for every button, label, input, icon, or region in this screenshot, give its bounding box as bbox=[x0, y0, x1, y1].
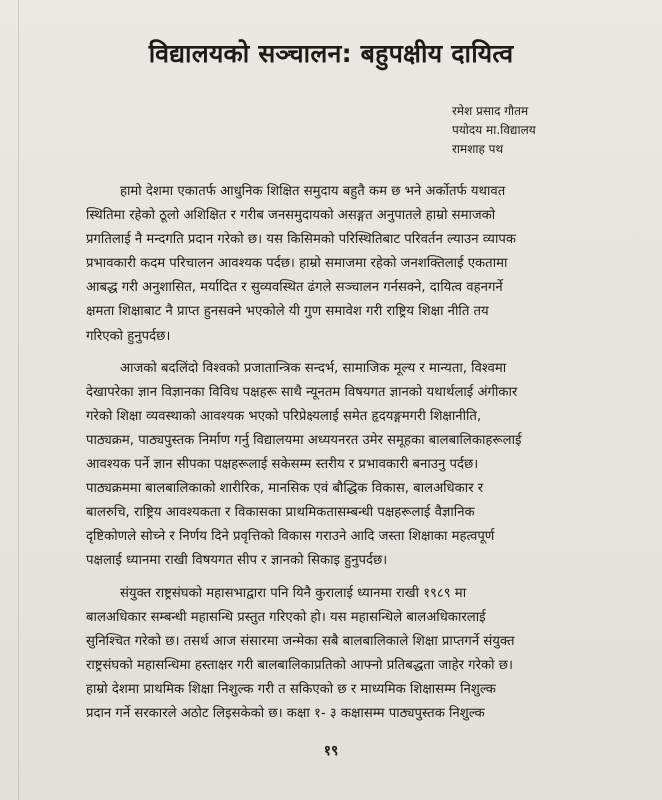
article-body bbox=[86, 180, 586, 734]
text-line: आबद्ध गरी अनुशासित, मर्यादित र सुव्यवस्थित ढंगले सञ्चालन गर्नसक्ने, दायित्व वहनगर्ने bbox=[86, 280, 503, 296]
text-line: पक्षलाई ध्यानमा राखी विषयगत सीप र ज्ञानको सिकाइ हुनुपर्दछ। bbox=[86, 553, 388, 569]
text-line: क्षमता शिक्षाबाट नै प्राप्त हुनसक्ने भएकोले यी गुण समावेश गरी राष्ट्रिय शिक्षा नीति तय bbox=[86, 304, 489, 320]
text-line: बालरुचि, राष्ट्रिय आवश्यकता र विकासका प्राथमिकतासम्बन्धी पक्षहरूलाई वैज्ञानिक bbox=[86, 505, 475, 521]
page-edge-line bbox=[18, 0, 19, 800]
text-line: प्रगतिलाई नै मन्दगति प्रदान गरेको छ। यस किसिमको परिस्थितिबाट परिवर्तन ल्याउन व्यापक bbox=[86, 232, 516, 248]
text-line: संयुक्त राष्ट्रसंघको महासभाद्वारा पनि यिनै कुरालाई ध्यानमा राखी १९८९ मा bbox=[120, 585, 467, 601]
text-line: स्थितिमा रहेको ठूलो अशिक्षित र गरीब जनसमुदायको असङ्गत अनुपातले हाम्रो समाजको bbox=[86, 208, 496, 224]
paragraph-3 bbox=[86, 582, 586, 727]
text-line: पाठ्यक्रममा बालबालिकाको शारीरिक, मानसिक एवं बौद्धिक विकास, बालअधिकार र bbox=[86, 481, 484, 497]
text-line: प्रभावकारी कदम परिचालन आवश्यक पर्दछ। हाम्रो समाजमा रहेको जनशक्तिलाई एकतामा bbox=[86, 256, 508, 272]
author-address: रामशाह पथ bbox=[452, 142, 504, 156]
text-line: बालअधिकार सम्बन्धी महासन्धि प्रस्तुत गरिएको हो। यस महासन्धिले बालअधिकारलाई bbox=[86, 609, 486, 625]
page-number: १९ bbox=[323, 743, 339, 759]
author-school: पयोदय मा.विद्यालय bbox=[452, 123, 536, 137]
text-line: आवश्यक पर्ने ज्ञान सीपका पक्षहरूलाई सकेसम्म स्तरीय र प्रभावकारी बनाउनु पर्दछ। bbox=[86, 457, 479, 473]
text-line: गरिएको हुनुपर्दछ। bbox=[86, 328, 171, 344]
text-line: सुनिश्चित गरेको छ। तसर्थ आज संसारमा जन्मेका सबै बालबालिकाले शिक्षा प्राप्तगर्ने संयुक्त bbox=[86, 633, 515, 649]
text-line: प्रदान गर्ने सरकारले अठोट लिइसकेको छ। कक्षा १- ३ कक्षासम्म पाठ्यपुस्तक निशुल्क bbox=[86, 705, 485, 721]
paragraph-1 bbox=[86, 180, 586, 349]
text-line: राष्ट्रसंघको महासन्धिमा हस्ताक्षर गरी बालबालिकाप्रतिको आफ्नो प्रतिबद्धता जाहेर गरेको छ। bbox=[86, 657, 513, 673]
text-line: गरेको शिक्षा व्यवस्थाको आवश्यक भएको परिप्रेक्ष्यलाई समेत हृदयङ्गमगरी शिक्षानीति, bbox=[86, 408, 482, 424]
text-line: हाम्रो देशमा प्राथमिक शिक्षा निशुल्क गरी त सकिएको छ र माध्यमिक शिक्षासम्म निशुल्क bbox=[86, 681, 496, 697]
text-line: दृष्टिकोणले सोच्ने र निर्णय दिने प्रवृत्तिको विकास गराउने आदि जस्ता शिक्षाका महत्वपूर्ण bbox=[86, 529, 495, 545]
text-line: हामो देशमा एकातर्फ आधुनिक शिक्षित समुदाय बहुतै कम छ भने अर्कोतर्फ यथावत bbox=[120, 184, 506, 199]
text-line: आजको बदलिंदो विश्वको प्रजातान्त्रिक सन्दर्भ, सामाजिक मूल्य र मान्यता, विश्वमा bbox=[120, 360, 507, 376]
text-line: देखापरेका ज्ञान विज्ञानका विविध पक्षहरू साथै न्यूनतम विषयगत ज्ञानको यथार्थलाई अंगीकार bbox=[86, 384, 518, 400]
paragraph-2 bbox=[86, 357, 586, 574]
author-name: रमेश प्रसाद गौतम bbox=[452, 104, 529, 118]
author-block bbox=[452, 102, 536, 159]
article-title: विद्यालयको सञ्चालन: बहुपक्षीय दायित्व bbox=[148, 39, 514, 68]
text-line: पाठ्यक्रम, पाठ्यपुस्तक निर्माण गर्नु विद्यालयमा अध्ययनरत उमेर समूहका बालबालिकाहरूलाई bbox=[86, 432, 522, 448]
